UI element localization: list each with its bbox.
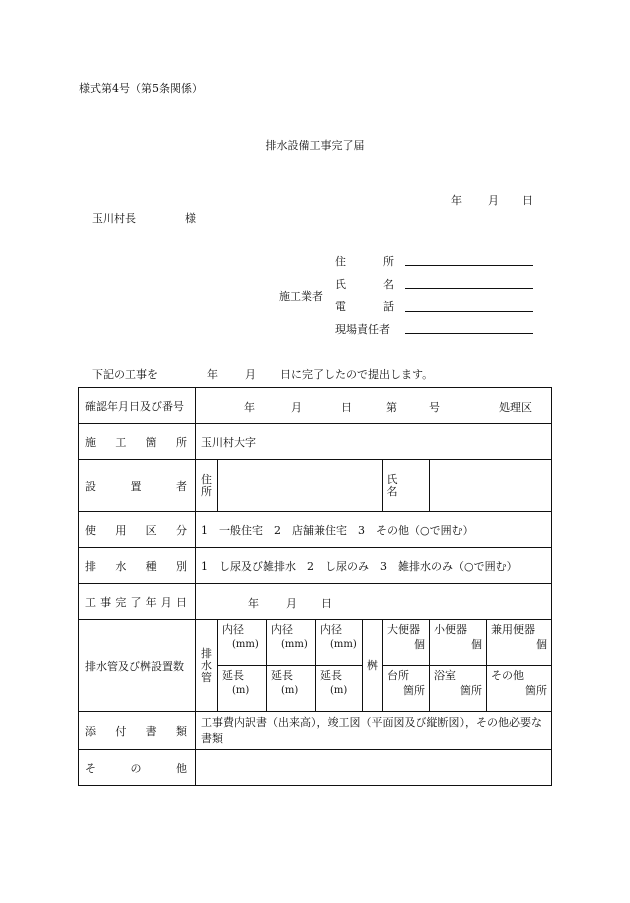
mas-bath[interactable]: 浴室 箇所: [430, 666, 487, 712]
date-day: 日: [522, 194, 533, 207]
contractor-address-line[interactable]: [405, 265, 533, 266]
site-manager-line[interactable]: [405, 333, 533, 334]
statement-month: 月: [245, 368, 256, 381]
contractor-name-line[interactable]: [405, 288, 533, 289]
contractor-phone-label-1: 電: [335, 300, 346, 313]
confirm-label: 確認年月日及び番号: [79, 388, 196, 424]
installer-name-value[interactable]: [430, 460, 552, 512]
other-label: そ の 他: [79, 750, 196, 786]
usage-value[interactable]: 1 一般住宅 2 店舗兼住宅 3 その他（○で囲む）: [196, 512, 552, 548]
completion-form-table: [78, 387, 552, 786]
statement-year: 年: [207, 368, 218, 381]
pipe-label: 排 水 管: [196, 620, 218, 712]
usage-label: 使 用 区 分: [79, 512, 196, 548]
contractor-label: 施工業者: [279, 290, 323, 303]
installer-name-label-cell: 氏 名: [383, 460, 430, 512]
row-confirmation: [79, 388, 552, 424]
date-year: 年: [451, 194, 462, 207]
confirm-value[interactable]: [196, 388, 552, 424]
installer-address-value[interactable]: [218, 460, 383, 512]
other-value[interactable]: [196, 750, 552, 786]
mas-kitchen[interactable]: 台所 箇所: [383, 666, 430, 712]
mas-combined-toilet[interactable]: 兼用便器 個: [487, 620, 552, 666]
addressee-honorific: 様: [185, 212, 196, 225]
confirm-day: 日: [341, 400, 352, 414]
form-number: 様式第4号（第5条関係）: [79, 82, 203, 95]
pipe-length-3[interactable]: 延長 (m): [316, 666, 363, 712]
pipe-diameter-1[interactable]: 内径 (mm): [218, 620, 267, 666]
row-location: [79, 424, 552, 460]
contractor-name-label-2: 名: [383, 278, 394, 291]
pipe-diameter-3[interactable]: 内径 (mm): [316, 620, 363, 666]
row-installer: [79, 460, 552, 512]
attachments-label: 添 付 書 類: [79, 712, 196, 750]
mas-large-toilet[interactable]: 大便器 個: [383, 620, 430, 666]
installer-label: 設 置 者: [79, 460, 196, 512]
confirm-area: 処理区: [499, 400, 532, 414]
completion-value[interactable]: 年 月 日: [196, 584, 552, 620]
installer-address-label: 住 所: [196, 460, 218, 512]
mas-urinal[interactable]: 小便器 個: [430, 620, 487, 666]
date-month: 月: [488, 194, 499, 207]
pipes-label: 排水管及び桝設置数: [79, 620, 196, 712]
contractor-address-label-1: 住: [335, 255, 346, 268]
row-drain-type: [79, 548, 552, 584]
location-value[interactable]: 玉川村大字: [196, 424, 552, 460]
site-manager-label: 現場責任者: [335, 323, 390, 336]
pipe-length-2[interactable]: 延長 (m): [267, 666, 316, 712]
mas-label: 桝: [363, 620, 383, 712]
drain-type-label: 排 水 種 別: [79, 548, 196, 584]
pipe-diameter-2[interactable]: 内径 (mm): [267, 620, 316, 666]
confirm-no-prefix: 第: [386, 400, 397, 414]
row-usage: [79, 512, 552, 548]
location-label: 施 工 箇 所: [79, 424, 196, 460]
attachments-value: 工事費内訳書（出来高），竣工図（平面図及び縦断図），その他必要な書類: [196, 712, 552, 750]
completion-label: 工 事 完 了 年 月 日: [79, 584, 196, 620]
row-other: [79, 750, 552, 786]
contractor-name-label-1: 氏: [335, 278, 346, 291]
confirm-no-suffix: 号: [429, 400, 440, 414]
mas-other[interactable]: その他 箇所: [487, 666, 552, 712]
addressee-name: 玉川村長: [92, 212, 136, 225]
confirm-month: 月: [291, 400, 302, 414]
contractor-address-label-2: 所: [383, 255, 394, 268]
row-completion-date: [79, 584, 552, 620]
row-attachments: [79, 712, 552, 750]
drain-type-value[interactable]: 1 し尿及び雑排水 2 し尿のみ 3 雑排水のみ（○で囲む）: [196, 548, 552, 584]
statement-prefix: 下記の工事を: [92, 368, 158, 381]
page-title: 排水設備工事完了届: [265, 139, 365, 152]
statement-suffix: 日に完了したので提出します。: [280, 368, 434, 381]
confirm-year: 年: [244, 400, 255, 414]
row-pipes-diameter: [79, 620, 552, 666]
contractor-phone-line[interactable]: [405, 311, 533, 312]
pipe-length-1[interactable]: 延長 (m): [218, 666, 267, 712]
contractor-phone-label-2: 話: [383, 300, 394, 313]
